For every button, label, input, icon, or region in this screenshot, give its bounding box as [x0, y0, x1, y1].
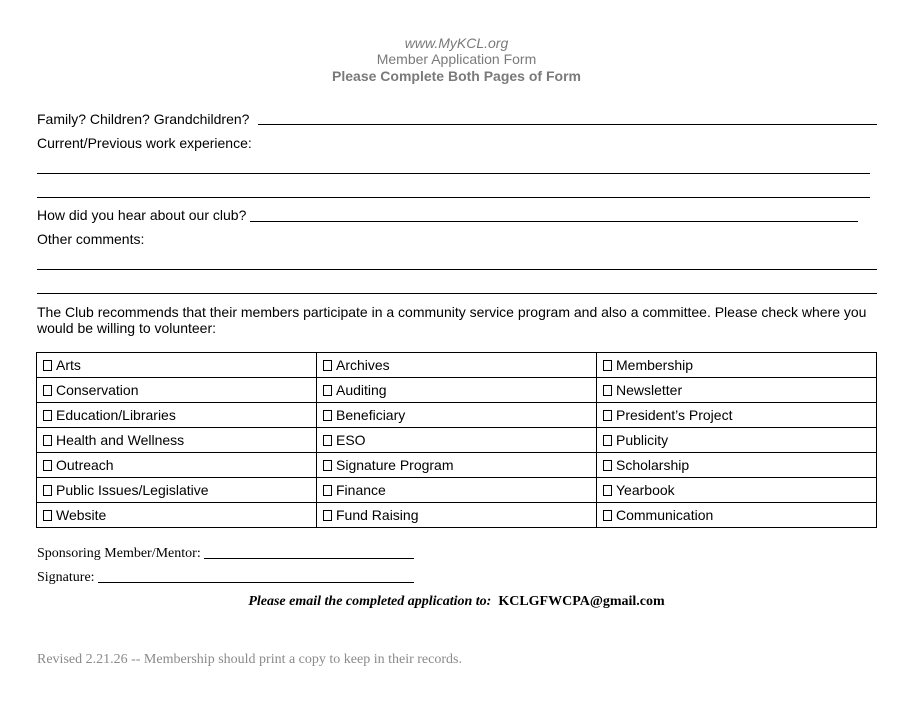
volunteer-row	[37, 453, 877, 478]
volunteer-option-label: Beneficiary	[336, 407, 406, 423]
volunteer-option[interactable]	[317, 428, 597, 453]
volunteer-option-label: Newsletter	[616, 382, 683, 398]
signature-field	[37, 570, 414, 586]
volunteer-option[interactable]	[37, 353, 317, 378]
email-prompt: Please email the completed application to:	[248, 594, 492, 609]
volunteer-option-label: Outreach	[56, 457, 114, 473]
volunteer-option-label: Publicity	[616, 432, 669, 448]
checkbox-icon[interactable]	[603, 360, 612, 371]
heard-about-label: How did you hear about our club?	[37, 207, 247, 223]
volunteer-option[interactable]	[597, 428, 877, 453]
volunteer-option-label: Website	[56, 507, 107, 523]
volunteer-option[interactable]	[37, 478, 317, 503]
other-comments-line-1[interactable]	[37, 269, 877, 270]
form-instruction: Please Complete Both Pages of Form	[332, 68, 581, 84]
checkbox-icon[interactable]	[43, 460, 52, 471]
volunteer-row	[37, 353, 877, 378]
volunteer-option-label: ESO	[336, 432, 366, 448]
volunteer-option[interactable]	[37, 428, 317, 453]
checkbox-icon[interactable]	[603, 460, 612, 471]
checkbox-icon[interactable]	[323, 485, 332, 496]
volunteer-option-label: Conservation	[56, 382, 139, 398]
volunteer-option[interactable]	[317, 478, 597, 503]
volunteer-row	[37, 378, 877, 403]
volunteer-row	[37, 403, 877, 428]
sponsor-field	[37, 546, 414, 562]
volunteer-option-label: Public Issues/Legislative	[56, 482, 209, 498]
checkbox-icon[interactable]	[323, 360, 332, 371]
website-url: www.MyKCL.org	[404, 35, 509, 51]
checkbox-icon[interactable]	[323, 385, 332, 396]
checkbox-icon[interactable]	[43, 435, 52, 446]
volunteer-row	[37, 428, 877, 453]
checkbox-icon[interactable]	[603, 510, 612, 521]
volunteer-option[interactable]	[597, 478, 877, 503]
family-input-line[interactable]	[258, 124, 877, 125]
volunteer-option[interactable]	[317, 403, 597, 428]
volunteer-option-label: Membership	[616, 357, 694, 373]
email-instruction	[0, 594, 913, 610]
volunteer-option[interactable]	[597, 503, 877, 528]
family-label: Family? Children? Grandchildren?	[37, 111, 250, 127]
volunteer-option-label: Education/Libraries	[56, 407, 176, 423]
signature-input-line[interactable]	[98, 582, 414, 583]
checkbox-icon[interactable]	[323, 410, 332, 421]
checkbox-icon[interactable]	[603, 435, 612, 446]
checkbox-icon[interactable]	[43, 510, 52, 521]
other-comments-line-2[interactable]	[37, 293, 877, 294]
volunteer-option[interactable]	[597, 453, 877, 478]
volunteer-option[interactable]	[37, 453, 317, 478]
volunteer-option-label: Archives	[336, 357, 390, 373]
checkbox-icon[interactable]	[323, 435, 332, 446]
checkbox-icon[interactable]	[43, 385, 52, 396]
checkbox-icon[interactable]	[323, 460, 332, 471]
checkbox-icon[interactable]	[43, 485, 52, 496]
revision-note: Revised 2.21.26 -- Membership should print a copy to keep in their records.	[37, 652, 462, 667]
volunteer-option[interactable]	[37, 503, 317, 528]
volunteer-table	[36, 352, 877, 528]
volunteer-row	[37, 503, 877, 528]
sponsor-input-line[interactable]	[204, 558, 414, 559]
volunteer-option[interactable]	[597, 403, 877, 428]
volunteer-option[interactable]	[37, 403, 317, 428]
volunteer-option[interactable]	[317, 503, 597, 528]
sponsor-label: Sponsoring Member/Mentor:	[37, 546, 201, 561]
volunteer-option-label: Scholarship	[616, 457, 690, 473]
volunteer-option-label: Fund Raising	[336, 507, 419, 523]
checkbox-icon[interactable]	[43, 410, 52, 421]
checkbox-icon[interactable]	[603, 485, 612, 496]
work-experience-line-1[interactable]	[37, 173, 870, 174]
volunteer-option-label: Finance	[336, 482, 386, 498]
other-comments-label: Other comments:	[37, 231, 145, 247]
volunteer-option[interactable]	[597, 353, 877, 378]
form-title: Member Application Form	[376, 51, 537, 67]
checkbox-icon[interactable]	[603, 410, 612, 421]
checkbox-icon[interactable]	[603, 385, 612, 396]
checkbox-icon[interactable]	[323, 510, 332, 521]
volunteer-option-label: Yearbook	[616, 482, 675, 498]
checkbox-icon[interactable]	[43, 360, 52, 371]
email-address[interactable]: KCLGFWCPA@gmail.com	[498, 594, 665, 609]
volunteer-row	[37, 478, 877, 503]
work-experience-label: Current/Previous work experience:	[37, 135, 252, 151]
volunteer-option-label: Auditing	[336, 382, 387, 398]
volunteer-option-label: Arts	[56, 357, 81, 373]
signature-label: Signature:	[37, 570, 95, 585]
volunteer-option[interactable]	[37, 378, 317, 403]
work-experience-line-2[interactable]	[37, 197, 870, 198]
heard-about-input-line[interactable]	[250, 221, 858, 222]
volunteer-option-label: Signature Program	[336, 457, 454, 473]
volunteer-option[interactable]	[317, 453, 597, 478]
volunteer-option[interactable]	[317, 378, 597, 403]
volunteer-intro: The Club recommends that their members participate in a community service program and also a committee. Please check where you would be willing to volunteer:	[37, 304, 867, 336]
volunteer-option-label: Health and Wellness	[56, 432, 185, 448]
volunteer-option[interactable]	[597, 378, 877, 403]
volunteer-option[interactable]	[317, 353, 597, 378]
volunteer-option-label: President’s Project	[616, 407, 733, 423]
volunteer-option-label: Communication	[616, 507, 714, 523]
